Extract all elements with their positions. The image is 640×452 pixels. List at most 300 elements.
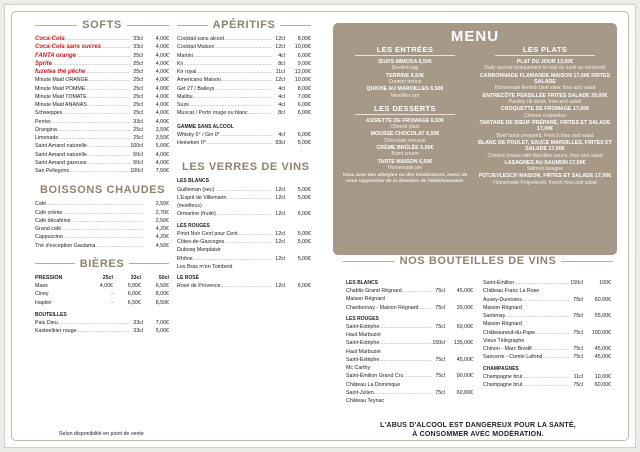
wine-row	[483, 279, 611, 287]
item-volume: 8cl	[278, 60, 285, 67]
wine-price: 5,00€	[297, 239, 311, 245]
item-name: Schweppes	[35, 110, 63, 117]
menu-row	[177, 131, 311, 139]
item-name: Muscat / Porto rouge ou blanc	[177, 110, 248, 117]
item-name: Malibu	[177, 93, 193, 100]
dot-leader	[224, 35, 272, 43]
wine-subname: Maison Régnard	[483, 321, 522, 328]
dot-leader	[189, 101, 272, 109]
wine-row	[346, 304, 473, 312]
item-volume: 12cl	[275, 44, 285, 51]
dot-leader	[418, 304, 431, 312]
dish-description: Burnt cream	[391, 151, 419, 158]
dot-leader	[248, 109, 272, 117]
dot-leader	[220, 131, 272, 139]
item-volume: 25cl	[133, 135, 143, 141]
menu-row	[177, 101, 311, 109]
dot-leader	[51, 118, 130, 126]
wine-subname: Maison Régnard	[483, 304, 522, 311]
dish-name: ASSIETTE DE FROMAGE 6,50€	[366, 117, 444, 124]
dish-description: Beef tartar prepared, French fries and salad	[496, 132, 594, 139]
wine-name: Pinot Noir Cent pour Cent	[177, 230, 238, 237]
item-volume: 25cl	[133, 85, 143, 92]
wine-volume: 75cl	[573, 381, 583, 388]
item-price: 4,00€	[155, 85, 169, 92]
wine-volume: 75cl	[573, 313, 583, 319]
dish-name: MOUSSE CHOCOLAT 6,50€	[370, 131, 440, 138]
dot-leader	[535, 329, 569, 337]
menu-row	[35, 85, 169, 93]
item-volume: 33cl	[133, 320, 143, 326]
item-price: 2,50€	[155, 217, 169, 224]
menu-row	[177, 76, 311, 84]
item-price: 4,50€	[155, 242, 169, 249]
item-name: Cappuccino	[35, 234, 63, 241]
wine-item	[483, 279, 611, 296]
item-price: 6,00€	[297, 102, 311, 108]
dot-leader	[58, 134, 130, 142]
item-volume: 25cl	[133, 110, 143, 117]
wine-item	[177, 282, 311, 290]
dot-leader	[214, 43, 272, 51]
wine-volume: 12cl	[275, 230, 285, 237]
wine-price: 6,00€	[297, 283, 311, 290]
item-volume: 25cl	[133, 126, 143, 133]
item-price: 10,00€	[294, 77, 311, 84]
wine-price: 5,00€	[297, 194, 311, 201]
wine-name: Champagne brut	[483, 373, 523, 380]
dish-description: Deviled egg	[391, 65, 419, 72]
dish-name: PLAT DU JOUR 13,50€	[516, 59, 574, 65]
wine-name: Saint-Estèphe	[346, 356, 380, 363]
dot-leader	[379, 339, 431, 347]
price-33cl: 6,50€	[127, 299, 141, 306]
aperitifs-list	[177, 35, 311, 118]
wine-item	[177, 255, 311, 272]
wine-row	[177, 282, 311, 290]
wine-name: Saint-Estèphe	[346, 323, 380, 330]
item-name: Americano Maison	[177, 77, 221, 84]
wine-volume: 75cl	[435, 356, 445, 363]
dot-leader	[61, 225, 143, 233]
wine-volume: 12cl	[275, 255, 285, 262]
item-volume: 25cl	[133, 52, 143, 59]
dot-leader	[193, 93, 272, 101]
item-price: 4,00€	[155, 60, 169, 67]
dot-leader	[522, 296, 569, 304]
item-name: Kasteelbier rouge	[35, 328, 77, 335]
menu-row	[177, 52, 311, 60]
size-25cl: 25cl	[102, 274, 113, 281]
gamme-list	[177, 131, 311, 148]
desserts-list	[337, 118, 473, 171]
item-price: 4,00€	[155, 102, 169, 108]
item-volume: 12cl	[275, 77, 285, 84]
bouteilles-label: BOUTEILLES	[35, 311, 67, 318]
price-25cl: -	[111, 291, 113, 298]
price-33cl: 5,00€	[127, 283, 141, 289]
btl-rouges-label: LES ROUGES	[346, 315, 379, 322]
menu-row	[35, 159, 169, 167]
wine-row	[177, 230, 311, 238]
item-volume: 50cl	[133, 159, 143, 166]
wine-volume: 12cl	[275, 186, 285, 193]
dish-name: TARTARE DE BŒUF PRÉPARÉ, FRITES ET SALADE 17,00€	[479, 119, 611, 133]
menu-row	[177, 93, 311, 101]
item-price: 6,00€	[297, 52, 311, 59]
wine-name: Guilleman (sec)	[177, 186, 215, 193]
menu-row	[177, 139, 311, 147]
dot-leader	[85, 68, 130, 76]
dot-leader	[196, 68, 272, 76]
price-25cl: -	[111, 299, 113, 306]
item-name: Kir royal	[177, 69, 197, 75]
menu-row	[35, 242, 169, 250]
item-volume: 50cl	[133, 151, 143, 158]
item-price: 4,00€	[155, 118, 169, 125]
wine-name: L'Esprit de Villemarin	[177, 194, 227, 201]
wine-name: Saint-Émilion Grand Cru	[346, 373, 404, 380]
wine-row	[483, 296, 611, 304]
boissons-list	[35, 200, 169, 250]
softs-heading: SOFTS	[35, 18, 169, 32]
menu-row	[35, 167, 169, 175]
wine-subname: Château Franc La Rose	[483, 288, 540, 295]
beer-name: Ciney	[35, 291, 49, 298]
item-name: Heineken 0°	[177, 140, 206, 146]
bieres-heading: BIÈRES	[35, 257, 169, 271]
item-price: 4,00€	[155, 159, 169, 166]
item-name: Sprite	[35, 60, 53, 67]
item-price: 4,00€	[155, 44, 169, 51]
item-name: Get 27 / Baileys	[177, 85, 215, 92]
item-name: Coca-Cola	[35, 36, 65, 42]
size-33cl: 33cl	[130, 274, 141, 281]
wine-row	[346, 287, 473, 295]
item-name: Minute Maid POMME	[35, 85, 86, 92]
item-name: Saint Amand naturelle	[35, 151, 87, 158]
menu-row	[35, 327, 169, 335]
wine-price: 6,00€	[297, 211, 311, 218]
item-volume: 4cl	[278, 131, 285, 138]
item-volume: 25cl	[133, 93, 143, 100]
item-price: 3,50€	[155, 135, 169, 141]
menu-row	[35, 134, 169, 142]
wine-name: Chardonnay - Maison Régnard	[346, 304, 419, 311]
wine-volume: 75cl	[435, 304, 445, 311]
wine-price: 10,00€	[594, 373, 611, 380]
dish-description: Parsley rib steak, fries and salad	[508, 99, 582, 106]
dish-description: Maroilles tart	[390, 92, 420, 99]
menu-row	[35, 76, 169, 84]
pression-label: PRESSION	[35, 274, 63, 281]
wine-volume: 75cl	[573, 329, 583, 336]
item-volume: 33cl	[275, 140, 285, 146]
dot-leader	[101, 43, 130, 51]
dish-name: LASAGNES AU SAUMON 17,00€	[504, 159, 586, 166]
wine-item	[177, 186, 311, 194]
item-name: Limonade	[35, 135, 59, 141]
dot-leader	[379, 323, 431, 331]
verres-rose-list	[177, 282, 311, 290]
wine-item	[346, 356, 473, 373]
item-name: Pais Dieu	[35, 320, 58, 326]
menu-row	[177, 68, 311, 76]
aperitifs-heading: APÉRITIFS	[177, 18, 311, 32]
menu-row	[35, 217, 169, 225]
wine-price: 45,00€	[456, 288, 473, 294]
wine-price: 90,00€	[456, 373, 473, 380]
bouteilles-col-2	[483, 279, 611, 389]
dot-leader	[227, 194, 273, 202]
menu-row	[35, 93, 169, 101]
item-name: Café décaféiné	[35, 217, 71, 224]
wine-name: Côtes-de-Gascogne	[177, 239, 225, 245]
wine-volume: 75cl	[573, 296, 583, 303]
item-price: 10,00€	[294, 44, 311, 51]
dish-name: TARTE MAISON 6,50€	[377, 158, 433, 165]
dot-leader	[87, 159, 130, 167]
dot-leader	[532, 345, 569, 353]
item-price: 9,00€	[297, 60, 311, 67]
dot-leader	[221, 76, 272, 84]
item-price: 2,70€	[155, 209, 169, 216]
beer-name: Hapkin	[35, 299, 52, 306]
wine-subname: Haut Marbuzet	[346, 348, 381, 355]
dish-name: BLANC DE POULET, SAUCE MAROILLES, FRITES ET SALADE 17,00€	[478, 139, 612, 153]
wine-item	[483, 312, 611, 329]
dot-leader	[69, 167, 130, 175]
item-name: FANTA orange	[35, 52, 77, 59]
item-volume: 4cl	[278, 93, 285, 100]
wine-subname: Vieux Télégraphe	[483, 337, 525, 344]
dish-description: Cheese plate	[390, 124, 420, 131]
dot-leader	[87, 93, 130, 101]
item-name: Saint Amand naturelle	[35, 143, 87, 150]
item-name: Minute Maid TOMATE	[35, 93, 87, 100]
item-volume: 100cl	[130, 143, 143, 150]
dot-leader	[374, 389, 431, 397]
item-volume: 33cl	[133, 36, 143, 42]
plats-list	[477, 59, 613, 186]
wine-row	[177, 210, 311, 218]
btl-rouges-continued-list	[483, 279, 611, 362]
wine-subname: Dubosq Monplaisir	[177, 247, 221, 254]
dish-description: Chicken breast with Maroilles sauce, fries and salad	[487, 152, 603, 159]
entrees-heading: LES ENTRÉES	[355, 45, 455, 56]
dot-leader	[65, 35, 130, 43]
wine-volume: 75cl	[435, 288, 445, 294]
beer-name: Maes	[35, 283, 48, 289]
wine-price: 100€	[599, 280, 611, 286]
item-volume: 25cl	[133, 60, 143, 67]
menu-sheet	[4, 4, 636, 448]
item-price: 4,20€	[155, 234, 169, 241]
menu-row	[35, 118, 169, 126]
dot-leader	[58, 319, 130, 327]
dish-name: TERRINE 6,50€	[386, 72, 424, 79]
wine-row	[346, 323, 473, 331]
wine-row	[483, 312, 611, 320]
wine-name: Ormarine (fruité)	[177, 211, 216, 218]
wine-row	[346, 356, 473, 364]
column-softs	[35, 18, 169, 336]
price-50cl: 8,50€	[155, 299, 169, 306]
gamme-label: GAMME SANS ALCOOL	[177, 123, 234, 130]
wine-item	[346, 323, 473, 340]
price-50cl: 6,50€	[155, 283, 169, 289]
item-volume: 4cl	[278, 102, 285, 108]
dot-leader	[522, 373, 569, 381]
verres-rouges-label: LES ROUGES	[177, 222, 210, 229]
item-price: 7,00€	[155, 320, 169, 326]
wine-price: 69,00€	[456, 323, 473, 330]
biere-bouteilles-list	[35, 319, 169, 336]
menu-row	[177, 109, 311, 117]
item-price: 4,00€	[155, 151, 169, 158]
item-price: 5,00€	[155, 328, 169, 335]
item-volume: 8cl	[278, 110, 285, 117]
wine-volume: 150cl	[432, 340, 445, 347]
dot-leader	[62, 209, 143, 217]
dot-leader	[224, 238, 272, 246]
item-name: Whisky 0° / Gin 0°	[177, 131, 220, 138]
item-price: 7,00€	[297, 93, 311, 100]
price-33cl: 6,00€	[127, 291, 141, 298]
wine-item	[346, 389, 473, 406]
menu-row	[35, 35, 169, 43]
wine-name: Châteauneuf-du-Pape	[483, 329, 536, 336]
wine-row	[483, 381, 611, 389]
wine-volume: 75cl	[435, 389, 445, 396]
dot-leader	[183, 60, 272, 68]
verres-heading: LES VERRES DE VINS	[177, 160, 311, 174]
item-price: 6,00€	[297, 110, 311, 117]
item-name: fuzetea thé pêche	[35, 69, 86, 75]
dish-description: Daily special (uniquement le midi du lundi au vendredi)	[484, 65, 606, 72]
dot-leader	[505, 312, 569, 320]
menu-row	[177, 35, 311, 43]
dot-leader	[52, 60, 130, 68]
dish-description: Homemade flemish beef stew, fries and salad	[494, 85, 596, 92]
size-50cl: 50cl	[158, 274, 169, 281]
wine-name: Saint-Émilion	[483, 280, 515, 286]
dot-leader	[221, 282, 272, 290]
dish-name: CRÈME BRÛLÉE 6,50€	[376, 145, 434, 152]
wine-name: Auxey-Duresses	[483, 296, 522, 303]
dot-leader	[193, 255, 272, 263]
plats-heading: LES PLATS	[495, 45, 595, 56]
item-volume: 4cl	[278, 85, 285, 92]
availability-note: Selon disponibilité en point de vente	[59, 431, 144, 437]
item-price: 4,20€	[155, 226, 169, 232]
champagnes-list	[483, 373, 611, 390]
verres-rose-label: LE ROSÉ	[177, 275, 199, 281]
wine-item	[483, 296, 611, 313]
menu-row	[35, 126, 169, 134]
wine-subname: Haut Marbuzet	[346, 332, 381, 338]
wine-price: 45,00€	[594, 354, 611, 361]
dot-leader	[76, 52, 130, 60]
wine-row	[346, 339, 473, 347]
item-volume: 100cl	[130, 168, 143, 174]
item-name: Café	[35, 201, 47, 208]
wine-row	[483, 345, 611, 353]
item-price: 8,00€	[297, 36, 311, 42]
wine-volume: 150cl	[570, 280, 583, 286]
dot-leader	[206, 139, 272, 147]
price-25cl: 4,00€	[99, 283, 113, 289]
wine-price: 5,00€	[297, 230, 311, 237]
btl-blancs-list	[346, 287, 473, 312]
pression-row	[35, 290, 169, 298]
menu-row	[35, 200, 169, 208]
dish-description: Cheese croquettes	[524, 112, 566, 119]
item-name: Coca-Cola sans sucres	[35, 44, 102, 51]
wine-price: 60,00€	[456, 389, 473, 396]
dot-leader	[379, 356, 431, 364]
dot-leader	[514, 279, 569, 287]
wine-price: 39,00€	[456, 304, 473, 311]
wine-row	[483, 373, 611, 381]
wine-item	[483, 373, 611, 381]
wine-name: Chablis Grand Régnard	[346, 288, 402, 294]
item-price: 6,00€	[297, 131, 311, 138]
wine-volume: 12cl	[275, 211, 285, 218]
dish-description: Homemade Potjevlesch, french fries and salad	[493, 179, 597, 186]
wine-row	[483, 329, 611, 337]
pression-header	[35, 274, 169, 282]
dot-leader	[214, 186, 272, 194]
item-name: Perrier	[35, 118, 51, 125]
menu-row	[35, 52, 169, 60]
dot-leader	[87, 142, 130, 150]
wine-row	[177, 186, 311, 194]
dot-leader	[62, 109, 130, 117]
champagnes-label: CHAMPAGNES	[483, 365, 519, 372]
menu-row	[35, 68, 169, 76]
item-name: Suze	[177, 102, 190, 108]
wine-item	[346, 372, 473, 389]
wine-name: Rhône	[177, 255, 193, 262]
softs-list	[35, 35, 169, 175]
dot-leader	[46, 200, 143, 208]
dot-leader	[88, 76, 130, 84]
dot-leader	[238, 230, 272, 238]
dot-leader	[77, 327, 130, 335]
wine-subname: Maison Régnard	[346, 296, 385, 303]
item-price: 4,00€	[155, 77, 169, 84]
menu-row	[35, 233, 169, 241]
wine-item	[346, 339, 473, 356]
wine-name: Sancerre - Comte Lafond	[483, 354, 543, 361]
dot-leader	[402, 287, 431, 295]
menu-row	[35, 319, 169, 327]
wine-volume: 75cl	[435, 373, 445, 380]
wine-price: 135,00€	[453, 340, 473, 347]
wine-subname: Mc Carthy	[346, 365, 371, 371]
item-volume: 25cl	[133, 69, 143, 75]
wine-price: 45,00€	[594, 346, 611, 352]
dot-leader	[214, 85, 272, 93]
item-price: 8,00€	[297, 85, 311, 92]
desserts-heading: LES DESSERTS	[355, 104, 455, 115]
wine-price: 60,00€	[594, 381, 611, 388]
wine-volume: 75cl	[573, 346, 583, 352]
item-price: 3,50€	[155, 126, 169, 133]
item-volume: 33cl	[133, 118, 143, 125]
wine-row	[346, 372, 473, 380]
